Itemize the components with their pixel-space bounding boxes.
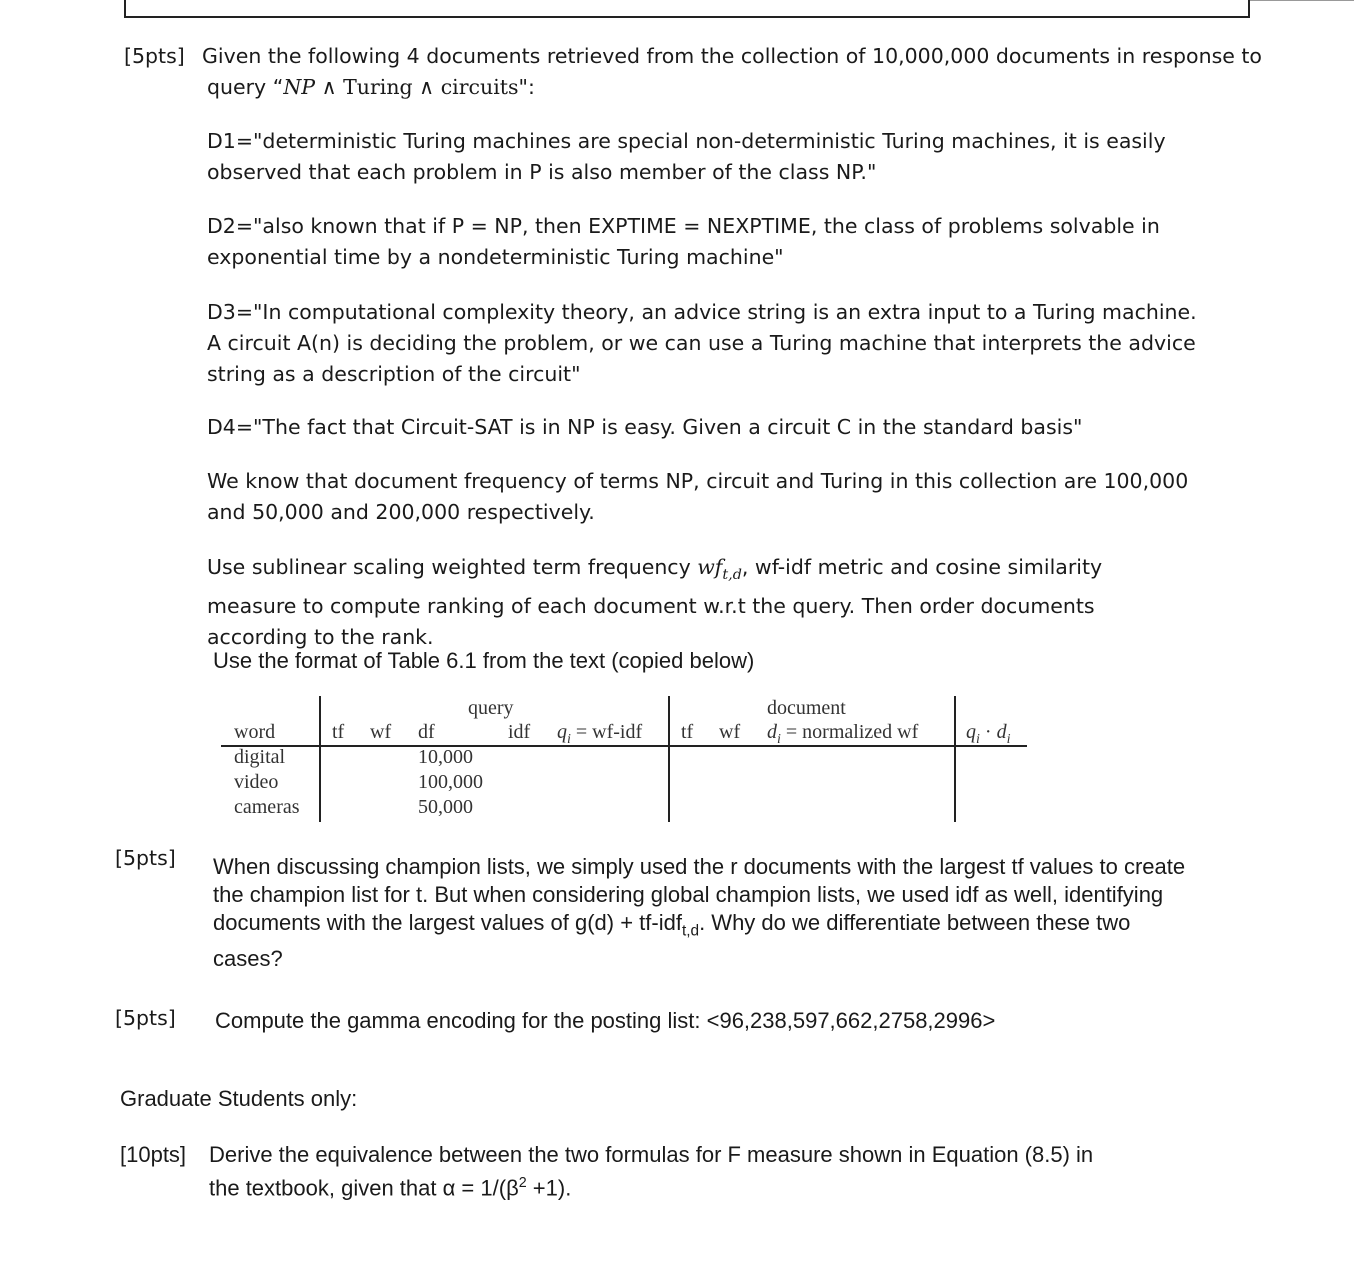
row-df: 10,000 <box>418 746 473 768</box>
format-note: Use the format of Table 6.1 from the text (copied below) <box>213 648 755 673</box>
top-rule <box>1250 0 1354 1</box>
q2-text-a: When discussing champion lists, we simply used the r documents with the largest tf values to create the champion list for t. But when considering global champion lists, we used idf as well, identifying documents with the largest values of g(d) + tf-idf <box>213 854 1186 935</box>
header-df: df <box>418 721 435 743</box>
table-6-1 <box>221 696 1031 826</box>
table-divider <box>668 696 670 822</box>
header-word: word <box>234 721 276 743</box>
table-divider <box>954 696 956 822</box>
q3-points: [5pts] <box>115 1006 176 1030</box>
query-np: NP <box>283 75 316 99</box>
wf-subscript: t,d <box>722 567 742 584</box>
q1-query-line <box>207 72 535 103</box>
wf-symbol: wf <box>697 555 723 579</box>
header-document: document <box>767 697 846 719</box>
header-idf: idf <box>508 721 531 743</box>
header-wf: wf <box>370 721 392 743</box>
query-prefix: query “ <box>207 75 284 99</box>
doc-d1: D1="deterministic Turing machines are special non-deterministic Turing machines, it is easily observed that each problem in P is also member of the class NP." <box>207 129 1166 184</box>
q3-text: Compute the gamma encoding for the posting list: <96,238,597,662,2758,2996> <box>215 1008 996 1033</box>
q1-intro-line1: Given the following 4 documents retrieved from the collection of 10,000,000 documents in response to <box>202 44 1262 68</box>
row-word: video <box>234 771 279 793</box>
grad-points: [10pts] <box>120 1142 187 1167</box>
header-di: $d_i$ = normalized wf <box>767 721 919 747</box>
row-word: digital <box>234 746 286 768</box>
query-suffix: ": <box>518 75 535 99</box>
q1-points: [5pts] <box>124 44 185 68</box>
row-word: cameras <box>234 796 300 818</box>
header-tf: tf <box>332 721 345 743</box>
df-statement: We know that document frequency of terms NP, circuit and Turing in this collection are 100,000 and 50,000 and 200,000 respectively. <box>207 469 1189 524</box>
q2-subscript: t,d <box>681 922 700 940</box>
method-prefix: Use sublinear scaling weighted term frequency <box>207 555 698 579</box>
row-df: 50,000 <box>418 796 473 818</box>
header-qi: $q_i = wf-idf$ <box>557 721 643 747</box>
table-divider <box>319 696 321 822</box>
previous-answer-box <box>124 0 1250 18</box>
method-statement <box>207 552 1197 653</box>
q2-text-b: . Why do we differentiate between these two cases? <box>213 910 1131 972</box>
header-tf-doc: tf <box>681 721 694 743</box>
row-df: 100,000 <box>418 771 483 793</box>
grad-heading: Graduate Students only: <box>120 1086 358 1111</box>
grad-text-line1: Derive the equivalence between the two formulas for F measure shown in Equation (8.5) in <box>209 1142 1094 1167</box>
header-product: $q_i \cdot d_i$ <box>966 721 1011 747</box>
header-wf-doc: wf <box>719 721 741 743</box>
q2-text <box>213 853 1203 973</box>
query-terms: ∧ Turing ∧ circuits <box>315 75 519 99</box>
header-query: query <box>468 697 514 719</box>
q2-points: [5pts] <box>115 846 176 870</box>
doc-d3: D3="In computational complexity theory, an advice string is an extra input to a Turing machine. A circuit A(n) is deciding the problem, or we can use a Turing machine that interprets the advice string as a description of the circuit" <box>207 300 1197 386</box>
doc-d2: D2="also known that if P = NP, then EXPTIME = NEXPTIME, the class of problems solvable in exponential time by a nondeterministic Turing machine" <box>207 214 1160 269</box>
doc-d4: D4="The fact that Circuit-SAT is in NP is easy. Given a circuit C in the standard basis" <box>207 415 1083 439</box>
method-suffix: , wf-idf metric and cosine similarity measure to compute ranking of each document w.r.t the query. Then order documents according to the rank. <box>207 555 1103 650</box>
grad-text-line2: the textbook, given that $\alpha = 1/(\beta^2 +1)$. <box>209 1175 572 1201</box>
